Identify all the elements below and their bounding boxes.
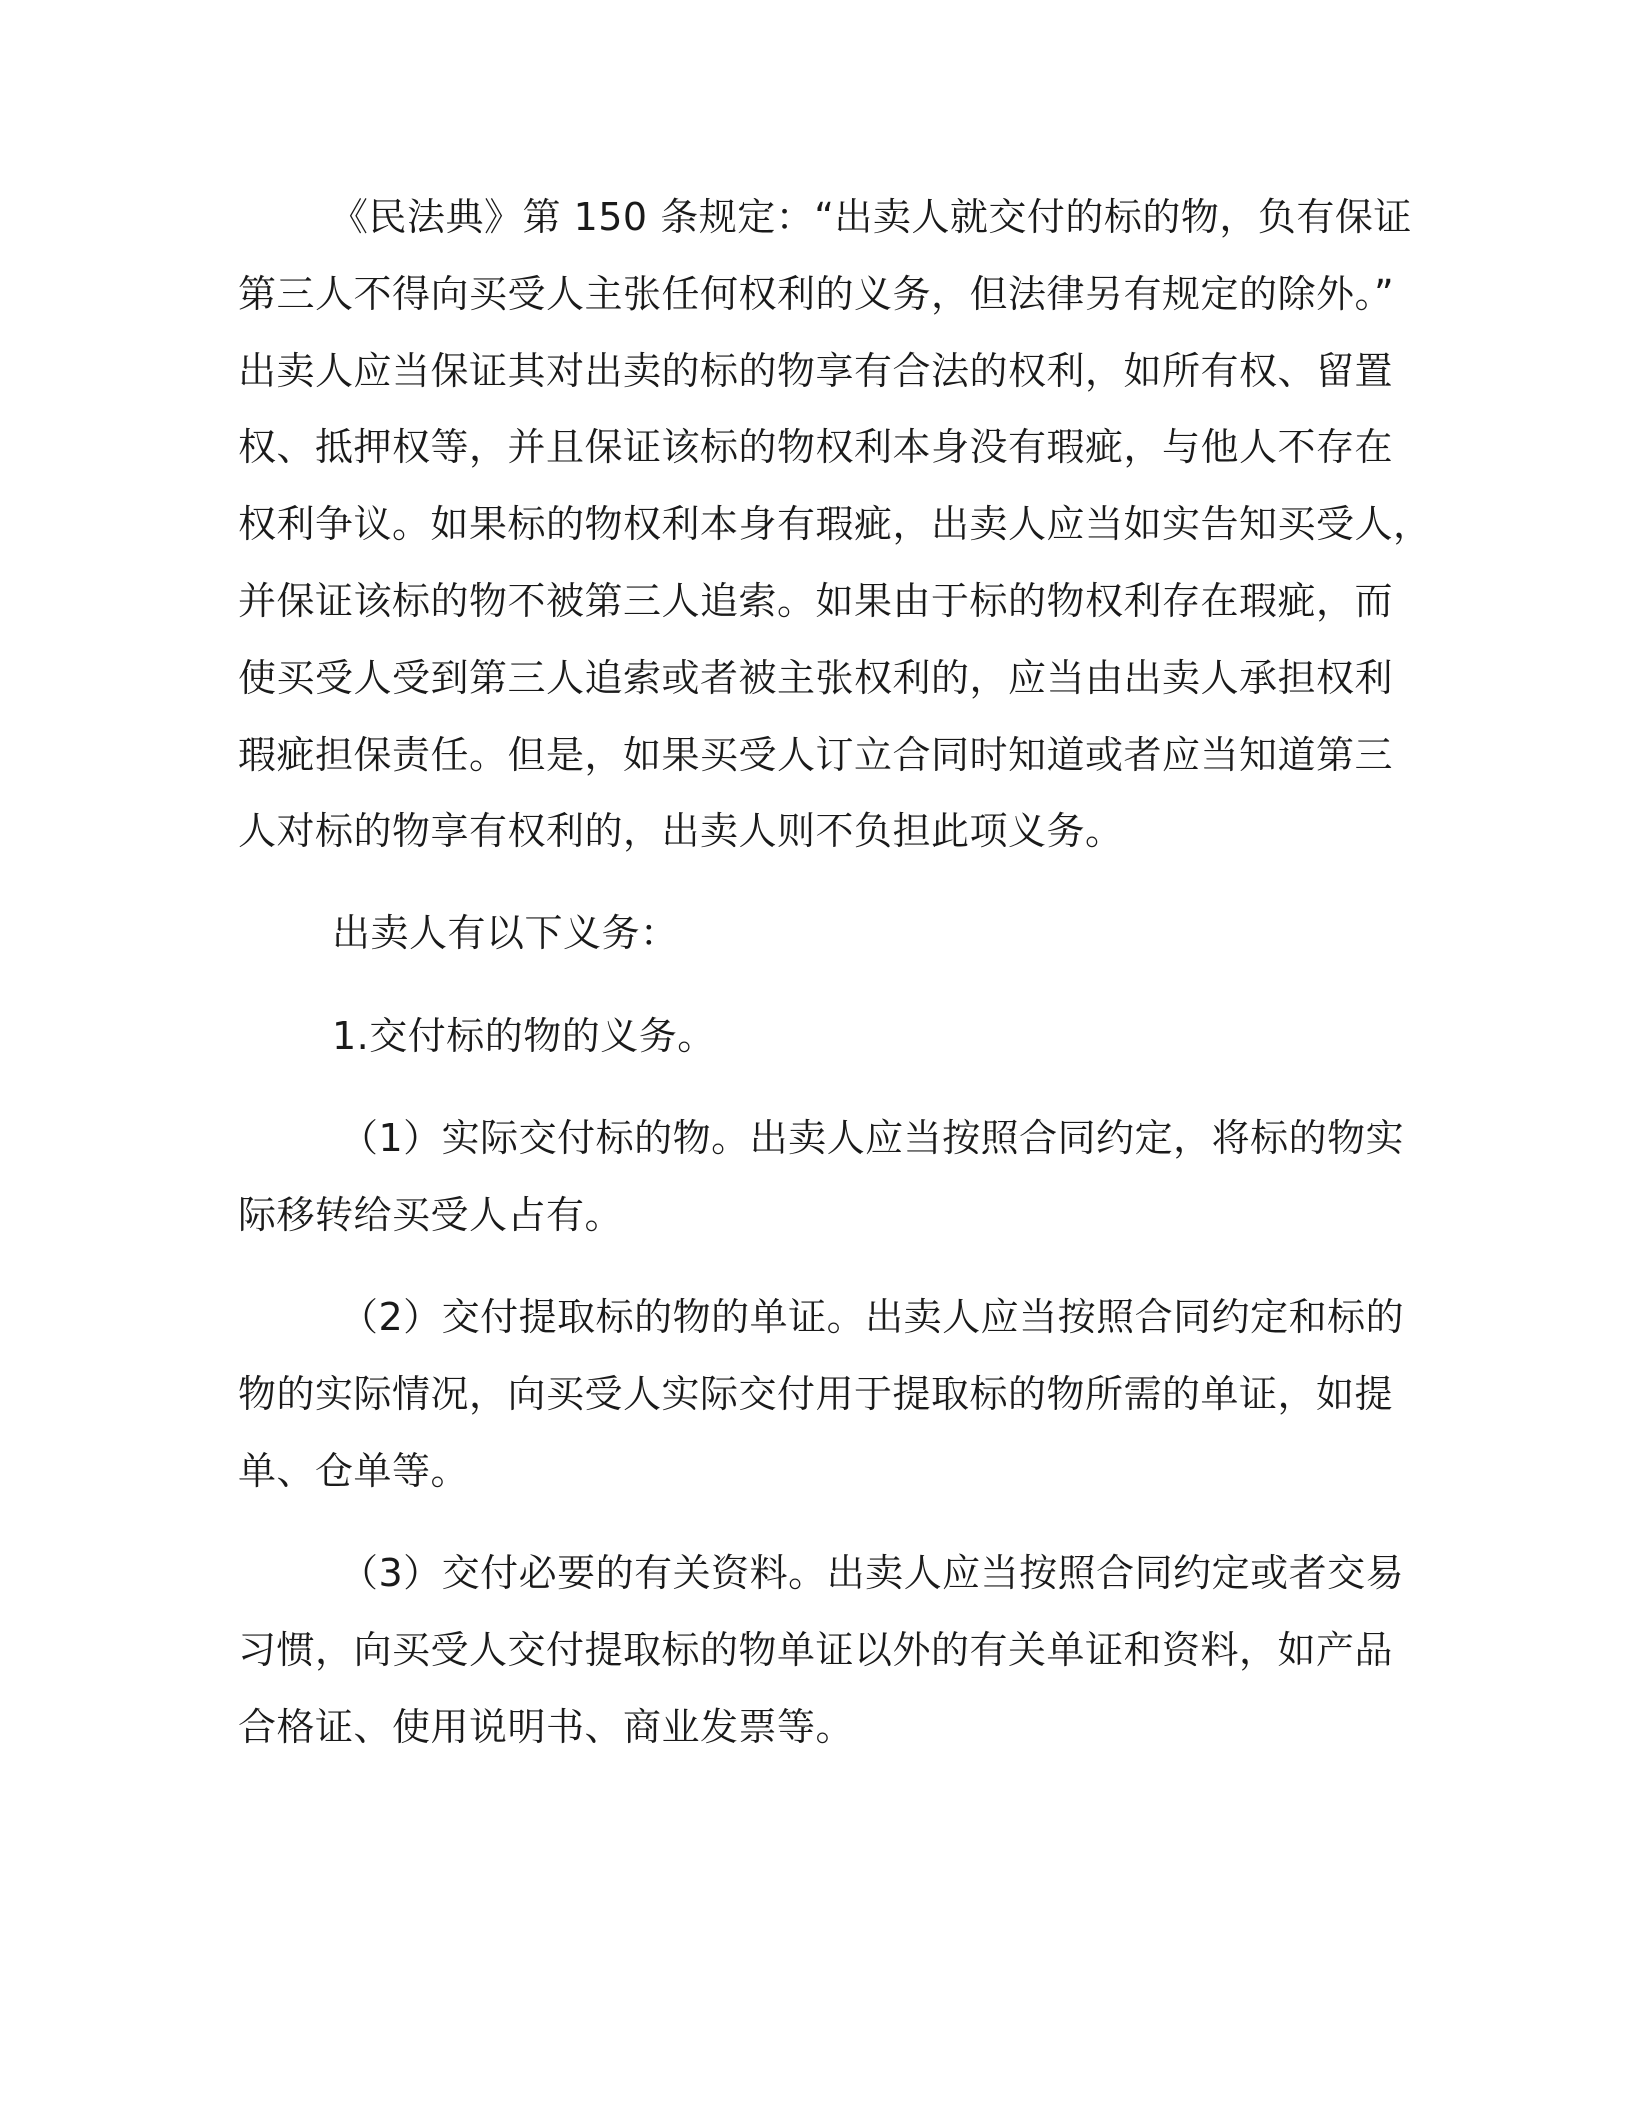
text-line: 物的实际情况，向买受人实际交付用于提取标的物所需的单证，如提 (238, 1372, 1394, 1416)
text-line: 第三人不得向买受人主张任何权利的义务，但法律另有规定的除外。” (238, 272, 1395, 316)
text-line: （3）交付必要的有关资料。出卖人应当按照合同约定或者交易 (340, 1551, 1405, 1595)
text-line: 并保证该标的物不被第三人追索。如果由于标的物权利存在瑕疵，而 (238, 579, 1394, 623)
text-line: 1.交付标的物的义务。 (332, 1014, 716, 1058)
text-line: 权利争议。如果标的物权利本身有瑕疵，出卖人应当如实告知买受人， (238, 502, 1432, 546)
text-line: 使买受人受到第三人追索或者被主张权利的，应当由出卖人承担权利 (238, 656, 1394, 700)
text-line: 际移转给买受人占有。 (238, 1193, 624, 1237)
text-line: 出卖人有以下义务： (332, 911, 679, 955)
text-line: 权、抵押权等，并且保证该标的物权利本身没有瑕疵，与他人不存在 (238, 425, 1394, 469)
text-line: （1）实际交付标的物。出卖人应当按照合同约定，将标的物实 (340, 1116, 1405, 1160)
text-line: 合格证、使用说明书、商业发票等。 (238, 1705, 855, 1749)
text-line: 《民法典》第 150 条规定：“出卖人就交付的标的物，负有保证 (330, 195, 1412, 239)
text-line: （2）交付提取标的物的单证。出卖人应当按照合同约定和标的 (340, 1295, 1405, 1339)
text-line: 习惯，向买受人交付提取标的物单证以外的有关单证和资料，如产品 (238, 1628, 1394, 1672)
text-line: 单、仓单等。 (238, 1449, 470, 1493)
text-line: 瑕疵担保责任。但是，如果买受人订立合同时知道或者应当知道第三 (238, 733, 1394, 777)
text-line: 人对标的物享有权利的，出卖人则不负担此项义务。 (238, 809, 1124, 853)
text-line: 出卖人应当保证其对出卖的标的物享有合法的权利，如所有权、留置 (238, 349, 1394, 393)
